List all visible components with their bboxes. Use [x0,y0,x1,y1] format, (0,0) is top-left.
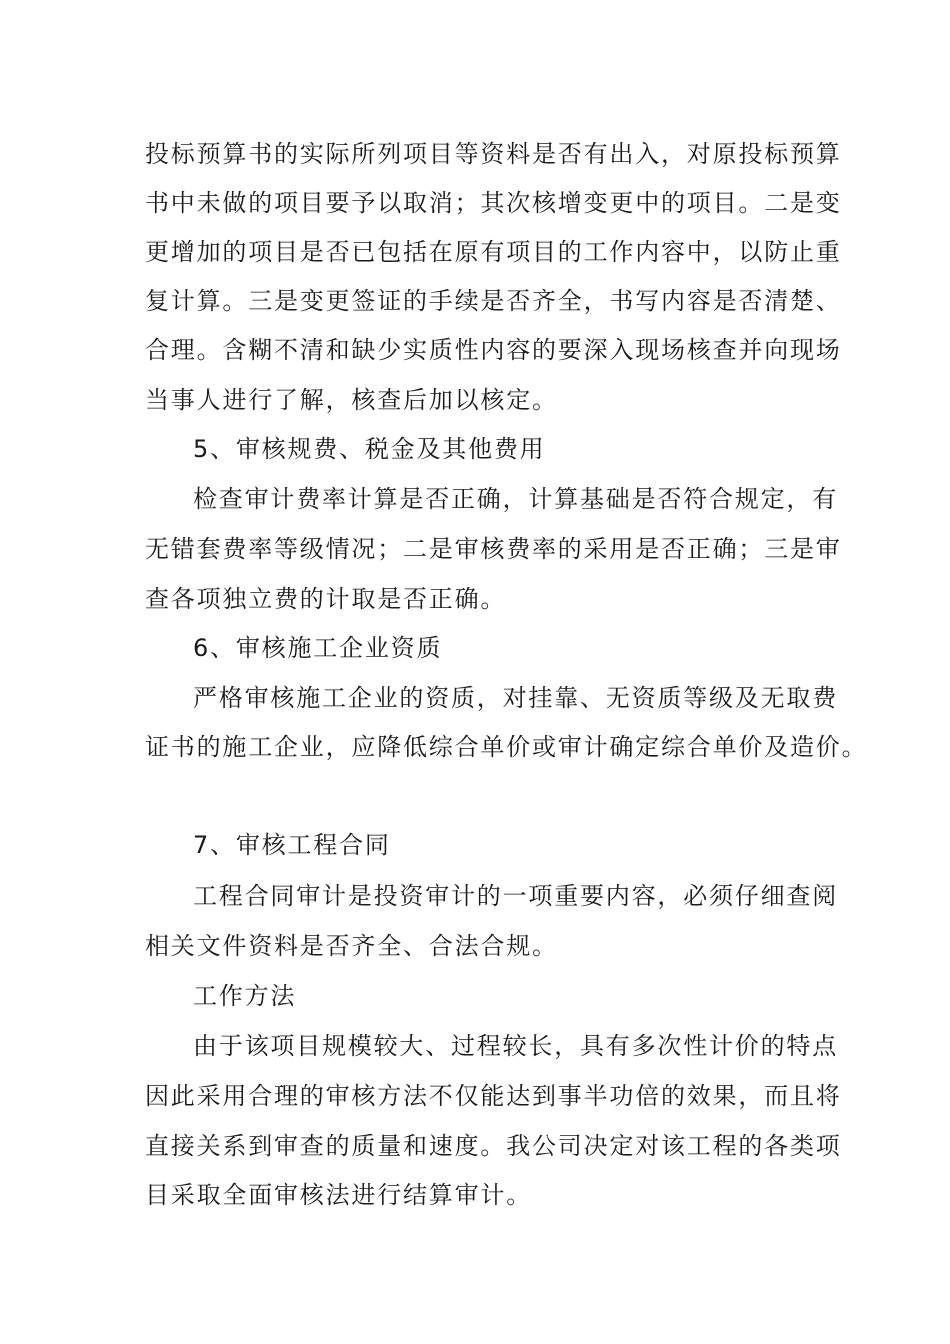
paragraph-line: 无错套费率等级情况；二是审核费率的采用是否正确；三是审 [145,535,842,563]
paragraph-line: 书中未做的项目要予以取消；其次核增变更中的项目。二是变 [145,189,842,217]
paragraph-line: 由于该项目规模较大、过程较长，具有多次性计价的特点 [193,1032,838,1060]
paragraph-line: 目采取全面审核法进行结算审计。 [145,1181,532,1209]
paragraph-line: 更增加的项目是否已包括在原有项目的工作内容中，以防止重 [145,238,842,266]
paragraph-line: 严格审核施工企业的资质，对挂靠、无资质等级及无取费 [193,684,838,712]
section-heading-5: 5、审核规费、税金及其他费用 [193,435,546,463]
paragraph-line: 合理。含糊不清和缺少实质性内容的要深入现场核查并向现场 [145,336,842,364]
paragraph-line: 查各项独立费的计取是否正确。 [145,585,507,613]
paragraph-line: 相关文件资料是否齐全、合法合规。 [145,932,558,960]
paragraph-line: 工程合同审计是投资审计的一项重要内容，必须仔细查阅 [193,882,838,910]
paragraph-line: 证书的施工企业，应降低综合单价或审计确定综合单价及造价。 [145,733,868,761]
section-heading-6: 6、审核施工企业资质 [193,634,443,662]
paragraph-line: 直接关系到审查的质量和速度。我公司决定对该工程的各类项 [145,1132,842,1160]
paragraph-line: 当事人进行了解，核查后加以核定。 [145,386,558,414]
section-heading-7: 7、审核工程合同 [193,831,391,859]
paragraph-line: 因此采用合理的审核方法不仅能达到事半功倍的效果，而且将 [145,1082,842,1110]
paragraph-line: 投标预算书的实际所列项目等资料是否有出入，对原投标预算 [145,140,842,168]
paragraph-line: 复计算。三是变更签证的手续是否齐全，书写内容是否清楚、 [145,287,842,315]
section-heading-method: 工作方法 [193,982,297,1010]
paragraph-line: 检查审计费率计算是否正确，计算基础是否符合规定，有 [193,485,838,513]
